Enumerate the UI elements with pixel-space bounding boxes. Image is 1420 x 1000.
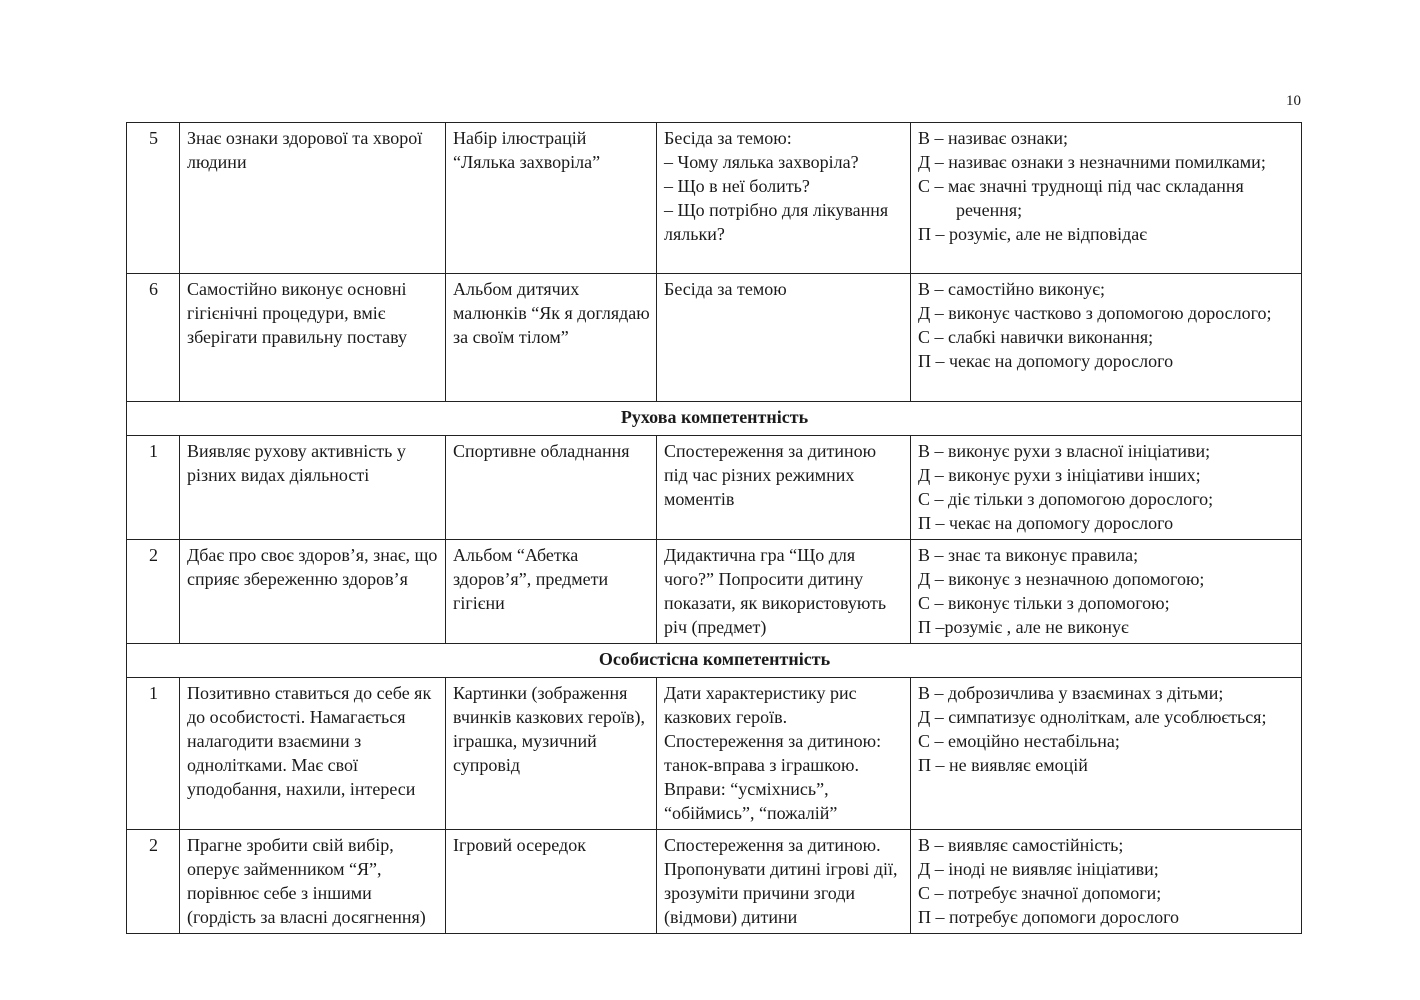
criteria-line: П –розуміє , але не виконує (918, 617, 1129, 637)
table-row (127, 274, 1302, 402)
material-cell: Картинки (зображення вчинків казкових героїв), іграшка, музичний супровід (446, 678, 657, 830)
criteria-line: В – виконує рухи з власної ініціативи; (918, 441, 1211, 461)
skill-cell: Дбає про своє здоров’я, знає, що сприяє збереженню здоров’я (180, 540, 446, 644)
criteria-line: С – має значні труднощі під час складання речення; (918, 176, 1244, 220)
section-title: Рухова компетентність (127, 402, 1302, 436)
criteria-cell (911, 274, 1302, 402)
criteria-line: В – самостійно виконує; (918, 279, 1105, 299)
criteria-cell (911, 830, 1302, 934)
row-number: 2 (127, 540, 180, 644)
criteria-line: Д – виконує рухи з ініціативи інших; (918, 465, 1201, 485)
criteria-line: Д – симпатизує одноліткам, але усоблюється; (918, 707, 1267, 727)
skill-cell: Виявляє рухову активність у різних видах діяльності (180, 436, 446, 540)
table-row (127, 540, 1302, 644)
criteria-cell (911, 540, 1302, 644)
table-row (127, 123, 1302, 274)
method-line: Дати характеристику рис казкових героїв. Спостереження за дитиною: танок-вправа з іграшкою. Вправи: “усміхнись”, “обіймись”, “пожалій” (664, 683, 882, 823)
criteria-line: П – не виявляє емоцій (918, 755, 1088, 775)
section-header-row (127, 402, 1302, 436)
criteria-cell (911, 123, 1302, 274)
criteria-line: П – потребує допомоги дорослого (918, 907, 1180, 927)
criteria-cell (911, 436, 1302, 540)
criteria-line: С – виконує тільки з допомогою; (918, 593, 1170, 613)
method-line: – Що потрібно для лікування ляльки? (664, 200, 889, 244)
criteria-line: В – знає та виконує правила; (918, 545, 1139, 565)
method-line: Спостереження за дитиною. Пропонувати дитині ігрові дії, зрозуміти причини згоди (відмови) дитини (664, 835, 898, 927)
material-cell: Спортивне обладнання (446, 436, 657, 540)
method-cell (657, 678, 911, 830)
criteria-line: П – чекає на допомогу дорослого (918, 351, 1174, 371)
row-number: 2 (127, 830, 180, 934)
skill-cell: Позитивно ставиться до себе як до особистості. Намагається налагодити взаємини з однолітками. Має свої уподобання, нахили, інтереси (180, 678, 446, 830)
criteria-line: С – слабкі навички виконання; (918, 327, 1154, 347)
material-cell: Набір ілюстрацій “Лялька захворіла” (446, 123, 657, 274)
page-number: 10 (1286, 93, 1301, 109)
table-row (127, 436, 1302, 540)
assessment-table-body (127, 123, 1302, 934)
method-cell (657, 830, 911, 934)
criteria-line: В – виявляє самостійність; (918, 835, 1124, 855)
criteria-line: П – чекає на допомогу дорослого (918, 513, 1174, 533)
material-cell: Ігровий осередок (446, 830, 657, 934)
method-line: Бесіда за темою: (664, 128, 792, 148)
criteria-line: В – називає ознаки; (918, 128, 1068, 148)
method-line: Дидактична гра “Що для чого?” Попросити дитину показати, як використовують річ (предмет) (664, 545, 887, 637)
skill-cell: Прагне зробити свій вибір, оперує займенником “Я”, порівнює себе з іншими (гордість за власні досягнення) (180, 830, 446, 934)
criteria-line: Д – іноді не виявляє ініціативи; (918, 859, 1159, 879)
table-row (127, 830, 1302, 934)
method-cell (657, 436, 911, 540)
criteria-cell (911, 678, 1302, 830)
assessment-table (126, 122, 1302, 934)
criteria-line: С – емоційно нестабільна; (918, 731, 1120, 751)
criteria-line: С – потребує значної допомоги; (918, 883, 1162, 903)
table-row (127, 678, 1302, 830)
skill-cell: Самостійно виконує основні гігієнічні процедури, вміє зберігати правильну поставу (180, 274, 446, 402)
criteria-line: Д – виконує частково з допомогою дорослого; (918, 303, 1272, 323)
row-number: 5 (127, 123, 180, 274)
row-number: 1 (127, 436, 180, 540)
method-line: Бесіда за темою (664, 279, 787, 299)
section-header-row (127, 644, 1302, 678)
material-cell: Альбом дитячих малюнків “Як я доглядаю за своїм тілом” (446, 274, 657, 402)
criteria-line: С – діє тільки з допомогою дорослого; (918, 489, 1214, 509)
method-cell (657, 540, 911, 644)
criteria-line: П – розуміє, але не відповідає (918, 224, 1148, 244)
skill-cell: Знає ознаки здорової та хворої людини (180, 123, 446, 274)
row-number: 6 (127, 274, 180, 402)
method-line: – Чому лялька захворіла? (664, 152, 859, 172)
method-cell (657, 123, 911, 274)
criteria-line: В – доброзичлива у взаєминах з дітьми; (918, 683, 1224, 703)
material-cell: Альбом “Абетка здоров’я”, предмети гігієни (446, 540, 657, 644)
section-title: Особистісна компетентність (127, 644, 1302, 678)
row-number: 1 (127, 678, 180, 830)
method-line: Спостереження за дитиною під час різних режимних моментів (664, 441, 877, 509)
method-cell (657, 274, 911, 402)
criteria-line: Д – називає ознаки з незначними помилками; (918, 152, 1266, 172)
method-line: – Що в неї болить? (664, 176, 810, 196)
criteria-line: Д – виконує з незначною допомогою; (918, 569, 1205, 589)
